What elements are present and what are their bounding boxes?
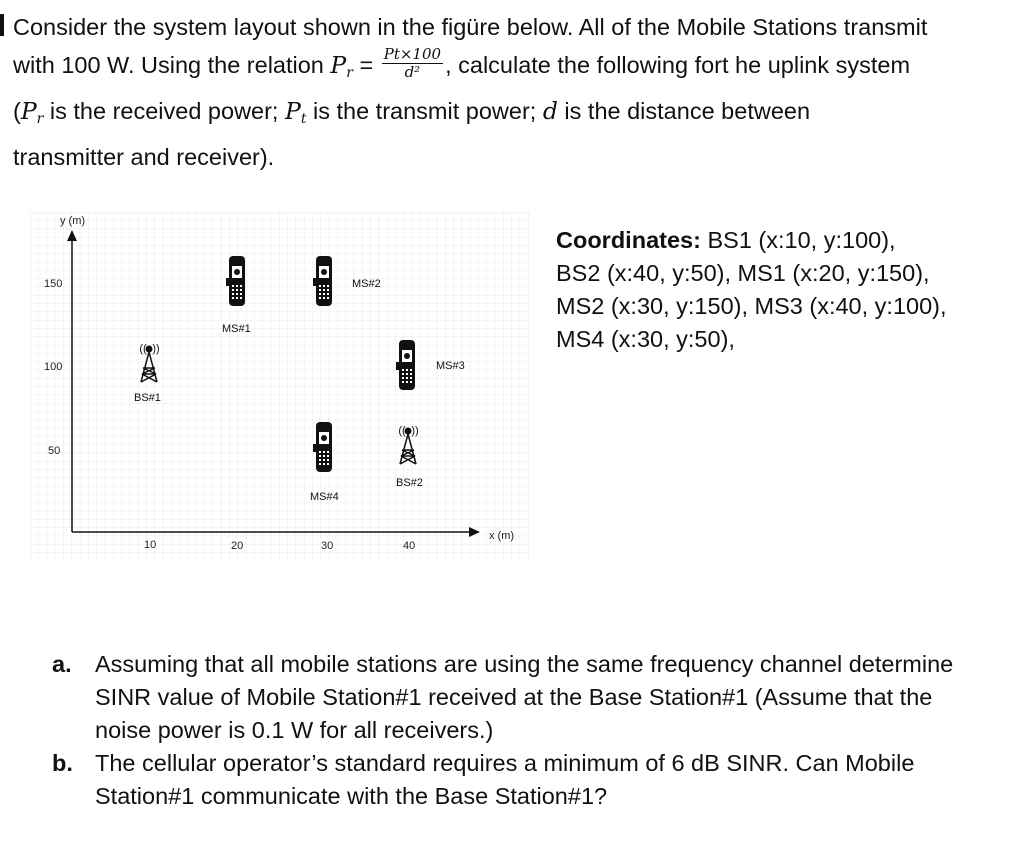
question-a-label: a. (52, 651, 72, 677)
coordinates-line-4: MS4 (x:30, y:50), (556, 326, 735, 352)
question-b-text: The cellular operator’s standard requires a minimum of 6 dB SINR. Can Mobile Station#1 communicate with the Base Station#1? (95, 750, 915, 809)
intro-line-3: ($P_r$ is the received power; $P_t$ is the transmit power; d is the distance between (13, 97, 811, 127)
x-tick-20: 20 (231, 540, 244, 552)
x-axis-label: x (m) (489, 530, 515, 542)
intro-line-1: Consider the system layout shown in the figüre below. All of the Mobile Stations transmit (13, 14, 928, 40)
intro-line-2-end: , calculate the following fort he uplink system (445, 52, 911, 78)
bs2-label: BS#2 (396, 477, 423, 489)
coordinates-line-3: MS2 (x:30, y:150), MS3 (x:40, y:100), (556, 293, 947, 319)
bullet-marker (0, 14, 4, 36)
y-axis-label: y (m) (60, 215, 86, 227)
ms4-label: MS#4 (310, 491, 339, 503)
coordinates-line-1: Coordinates: BS1 (x:10, y:100), (556, 227, 896, 253)
ms1-label: MS#1 (222, 323, 251, 335)
intro-line-2-start: with 100 W. Using the relation (13, 52, 324, 78)
question-list (52, 648, 982, 813)
formula-numerator: Pt×100 (383, 45, 442, 64)
y-tick-50: 50 (48, 445, 61, 457)
ms3-label: MS#3 (436, 360, 465, 372)
grid-background (30, 212, 530, 560)
formula-lhs: $P_r$ (330, 51, 353, 81)
coordinates-block (556, 224, 996, 356)
question-b-label: b. (52, 750, 73, 776)
problem-statement (13, 8, 1013, 176)
question-b (52, 747, 982, 813)
bs1-label: BS#1 (134, 392, 161, 404)
question-a (52, 648, 982, 747)
y-tick-100: 100 (44, 361, 63, 373)
formula-equals: = (359, 52, 374, 78)
pr-symbol: $P_r$ (20, 97, 44, 127)
intro-line-2 (13, 46, 1013, 92)
formula-denominator: d² (404, 63, 421, 82)
x-tick-30: 30 (321, 540, 334, 552)
coordinates-heading: Coordinates: (556, 227, 701, 253)
x-tick-10: 10 (144, 539, 157, 551)
y-tick-150: 150 (44, 278, 63, 290)
question-a-text: Assuming that all mobile stations are using the same frequency channel determine SINR value of Mobile Station#1 received at the Base Station#1 (Assume that the noise power is 0.1 W for all receivers.) (95, 651, 954, 743)
x-tick-40: 40 (403, 540, 416, 552)
formula-fraction (382, 46, 443, 81)
system-layout-figure: (( )) y (m) x (m) 150 100 50 10 20 30 40 BS#1 BS#2 MS#1 MS#2 MS#3 MS#4 (26, 208, 536, 568)
d-symbol: d (542, 97, 558, 125)
intro-line-4: transmitter and receiver). (13, 144, 275, 170)
coordinates-line-2: BS2 (x:40, y:50), MS1 (x:20, y:150), (556, 260, 930, 286)
ms2-label: MS#2 (352, 278, 381, 290)
pt-symbol: $P_t$ (285, 97, 307, 127)
